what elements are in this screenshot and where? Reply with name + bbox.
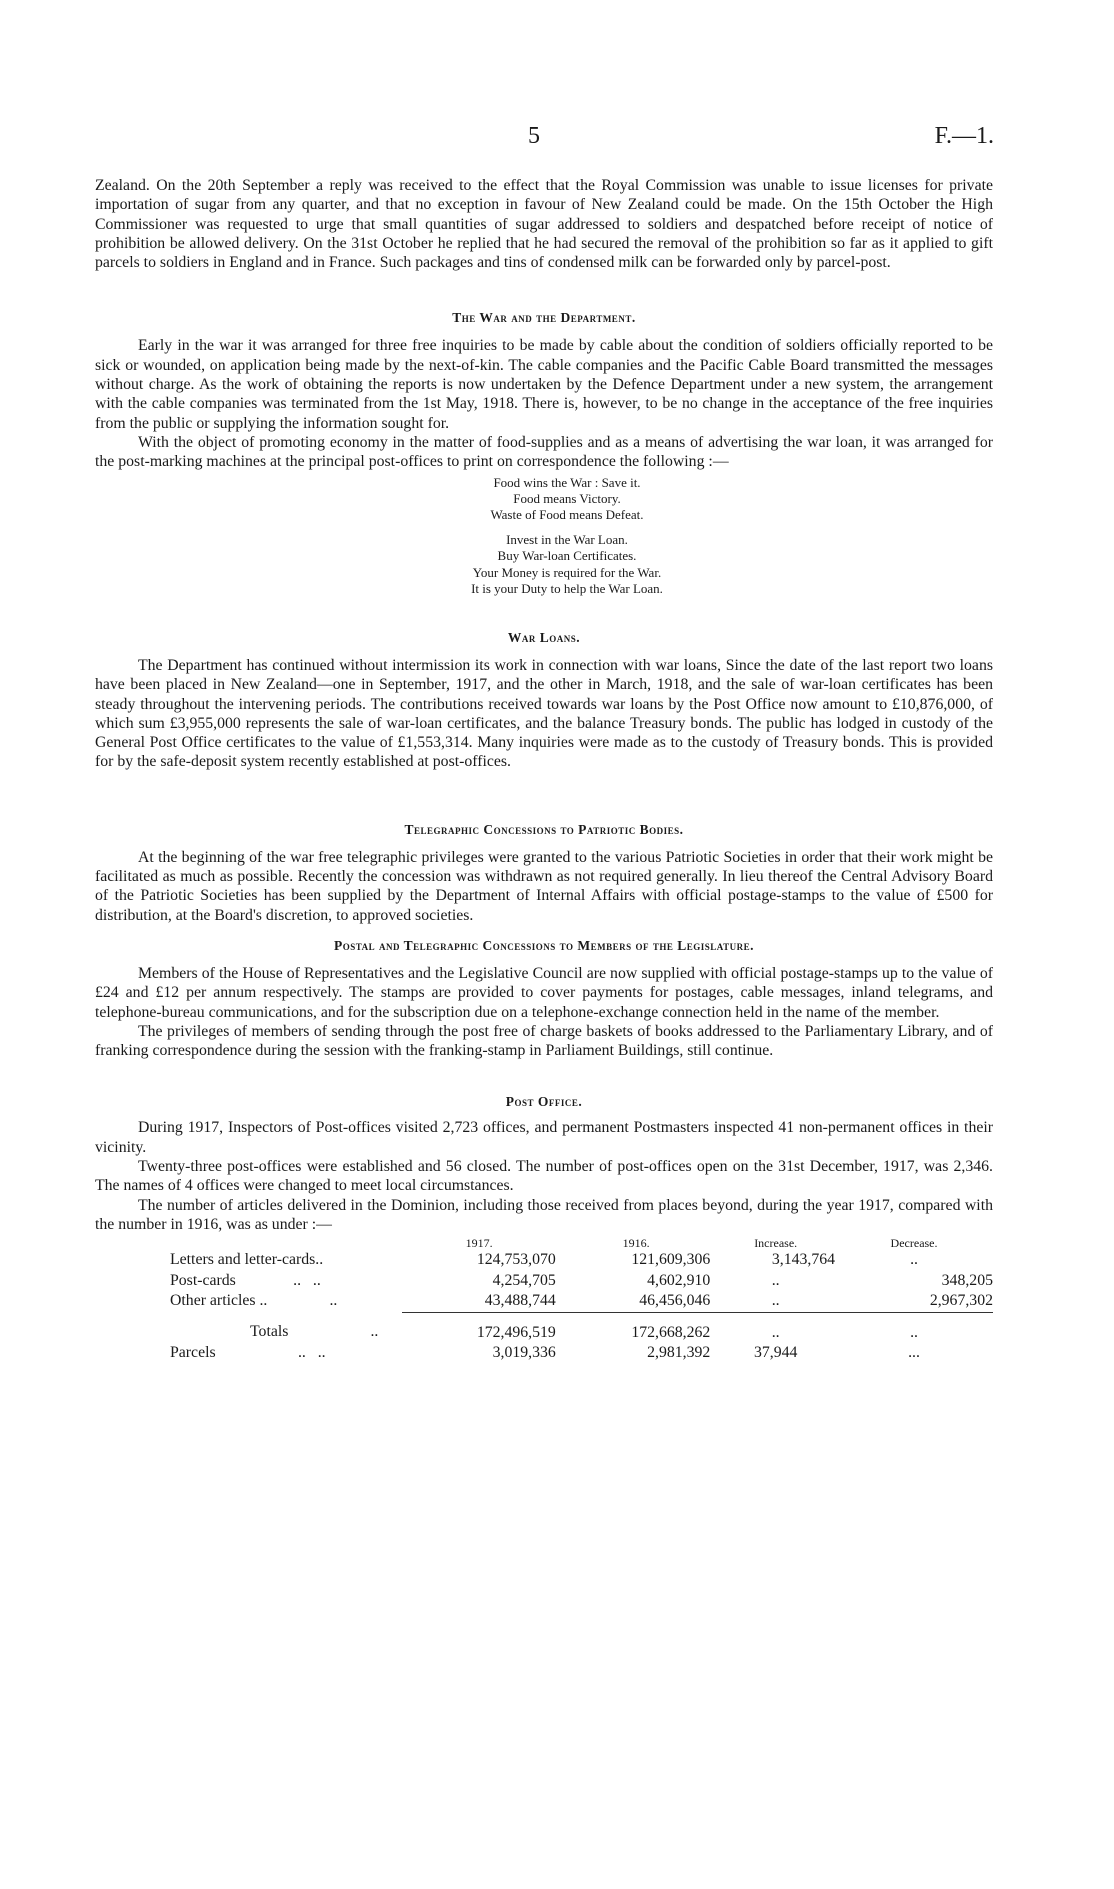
column-header: Decrease. xyxy=(890,1236,938,1251)
slogan-line: Food means Victory. xyxy=(513,490,621,506)
table-cell: 4,602,910 xyxy=(647,1271,711,1289)
table-cell: ... xyxy=(908,1344,920,1362)
column-header: 1916. xyxy=(622,1236,650,1251)
row-label: Parcels xyxy=(170,1344,216,1362)
paragraph-member-privileges: The privileges of members of sending through the post free of charge baskets of books addressed to the Parliamentary Library, and of franking correspondence during the session with the franking-stamp in Parliament Buildings, still continue. xyxy=(95,1022,993,1060)
paragraph-member-stamps: Members of the House of Representatives and the Legislative Council are now supplied with official postage-stamps up to the value of £24 and £12 per annum respectively. The stamps are provided to cover payments for postages, cable messages, inland telegrams, and telephone-bureau communications, and for the subscription due on a telephone-exchange connection held in the name of the member. xyxy=(95,964,993,1021)
table-cell: .. xyxy=(771,1271,780,1289)
paragraph-articles-delivered: The number of articles delivered in the Dominion, including those received from places beyond, during the year 1917, compared with the number in 1916, was as under :— xyxy=(95,1196,993,1233)
heading-war-and-department: The War and the Department. xyxy=(452,310,636,326)
row-label: Totals xyxy=(250,1323,289,1341)
paragraph-free-inquiries: Early in the war it was arranged for three free inquiries to be made by cable about the condition of soldiers officially reported to be sick or wounded, on application being made by the next-of-kin. The cable companies and the Pacific Cable Board transmitted the messages without charge. As the work of obtaining the reports is now undertaken by the Defence Department under a new system, the arrangement with the cable companies was terminated from the 1st May, 1918. There is, however, to be no change in the acceptance of the free inquiries from the public or supplying the information sought for. xyxy=(95,337,993,432)
table-cell: 43,488,744 xyxy=(484,1292,556,1310)
paragraph-inspections: During 1917, Inspectors of Post-offices visited 2,723 offices, and permanent Postmasters inspected 41 non-permanent offices in their vicinity. xyxy=(95,1119,993,1156)
table-cell: 46,456,046 xyxy=(639,1292,711,1310)
table-cell: 172,668,262 xyxy=(562,1312,716,1343)
articles-table xyxy=(170,1236,993,1364)
table-cell: 124,753,070 xyxy=(476,1251,556,1269)
leader-dots: .. xyxy=(315,1251,324,1269)
leader-dots: .. .. xyxy=(297,1344,326,1362)
leader-dots: .. xyxy=(329,1292,338,1310)
document-body xyxy=(95,176,993,1364)
paragraph-sugar-continued: Zealand. On the 20th September a reply was received to the effect that the Royal Commission was unable to issue licenses for private importation of sugar from any quarter, and that no exception in favour of New Zealand could be made. On the 15th October the High Commissioner was requested to urge that small quantities of sugar addressed to soldiers and despatched before receipt of notice of prohibition be allowed delivery. On the 31st October he replied that he had secured the removal of the prohibition so far as it applied to gift parcels to soldiers in England and in France. Such packages and tins of condensed milk can be forwarded only by parcel-post. xyxy=(95,177,993,272)
table-cell: .. xyxy=(771,1292,780,1310)
slogan-line: Buy War-loan Certificates. xyxy=(497,548,637,564)
table-cell: .. xyxy=(835,1312,993,1343)
slogan-line: Invest in the War Loan. xyxy=(506,532,628,548)
paragraph-post-marking: With the object of promoting economy in the matter of food-supplies and as a means of advertising the war loan, it was arranged for the post-marking machines at the principal post-offices to print on correspondence the following :— xyxy=(95,433,993,471)
heading-legislature-concessions: Postal and Telegraphic Concessions to Members of the Legislature. xyxy=(334,937,754,953)
row-label: Post-cards xyxy=(170,1271,236,1289)
table-cell: 37,944 xyxy=(753,1344,798,1362)
paragraph-telegraphic-concessions: At the beginning of the war free telegraphic privileges were granted to the various Patriotic Societies in order that their work might be facilitated as much as possible. Recently the concession was withdrawn as not required generally. In lieu thereof the Central Advisory Board of the Patriotic Societies has been supplied by the Department of Internal Affairs with official postage-stamps to the value of £500 for distribution, at the Board's discretion, to approved societies. xyxy=(95,848,993,924)
table-cell: 348,205 xyxy=(941,1271,993,1289)
slogan-line: Waste of Food means Defeat. xyxy=(490,506,644,522)
paragraph-office-count: Twenty-three post-offices were established and 56 closed. The number of post-offices open on the 31st December, 1917, was 2,346. The names of 4 offices were changed to meet local circumstances. xyxy=(95,1158,993,1195)
column-header: Increase. xyxy=(754,1236,798,1251)
table-cell: 2,967,302 xyxy=(929,1292,993,1310)
heading-telegraphic-concessions: Telegraphic Concessions to Patriotic Bodies. xyxy=(404,821,684,837)
row-label: Letters and letter-cards xyxy=(170,1251,316,1269)
table-cell: 172,496,519 xyxy=(402,1312,561,1343)
table-cell: 121,609,306 xyxy=(631,1251,711,1269)
table-row xyxy=(170,1343,993,1364)
page-header xyxy=(0,123,1114,153)
page-number: 5 xyxy=(528,123,540,149)
table-cell: 2,981,392 xyxy=(647,1344,711,1362)
table-row xyxy=(170,1250,993,1271)
column-header: 1917. xyxy=(465,1236,493,1251)
leader-dots: .. .. xyxy=(293,1271,321,1289)
table-row xyxy=(170,1271,993,1292)
leader-dots: .. xyxy=(370,1323,379,1341)
table-header-row xyxy=(170,1236,993,1250)
slogan-line: Food wins the War : Save it. xyxy=(493,474,641,490)
heading-post-office: Post Office. xyxy=(505,1094,583,1110)
table-cell: 3,019,336 xyxy=(492,1344,556,1362)
heading-war-loans: War Loans. xyxy=(507,629,581,645)
table-cell: 4,254,705 xyxy=(492,1271,556,1289)
totals-row xyxy=(170,1312,993,1343)
report-code: F.—1. xyxy=(934,123,994,149)
slogan-line: Your Money is required for the War. xyxy=(472,564,662,580)
slogan-line: It is your Duty to help the War Loan. xyxy=(471,580,663,596)
paragraph-war-loans: The Department has continued without intermission its work in connection with war loans, Since the date of the last report two loans have been placed in New Zealand—one in September, 1917, and the other in March, 1918, and the sale of war-loan certificates has been steady throughout the intervening periods. The contributions received towards war loans by the Post Office now amount to £10,876,000, of which sum £3,955,000 represents the sale of war-loan certificates, and the balance Treasury bonds. The public has lodged in custody of the General Post Office certificates to the value of £1,553,314. Many inquiries were made as to the custody of Treasury bonds. This is provided for by the safe-deposit system recently established at post-offices. xyxy=(95,656,993,771)
table-cell: .. xyxy=(910,1251,918,1269)
table-cell: 3,143,764 xyxy=(771,1251,836,1269)
table-row xyxy=(170,1291,993,1312)
row-label: Other articles .. xyxy=(170,1292,268,1310)
table-cell: .. xyxy=(716,1312,835,1343)
slogan-list xyxy=(95,475,993,597)
